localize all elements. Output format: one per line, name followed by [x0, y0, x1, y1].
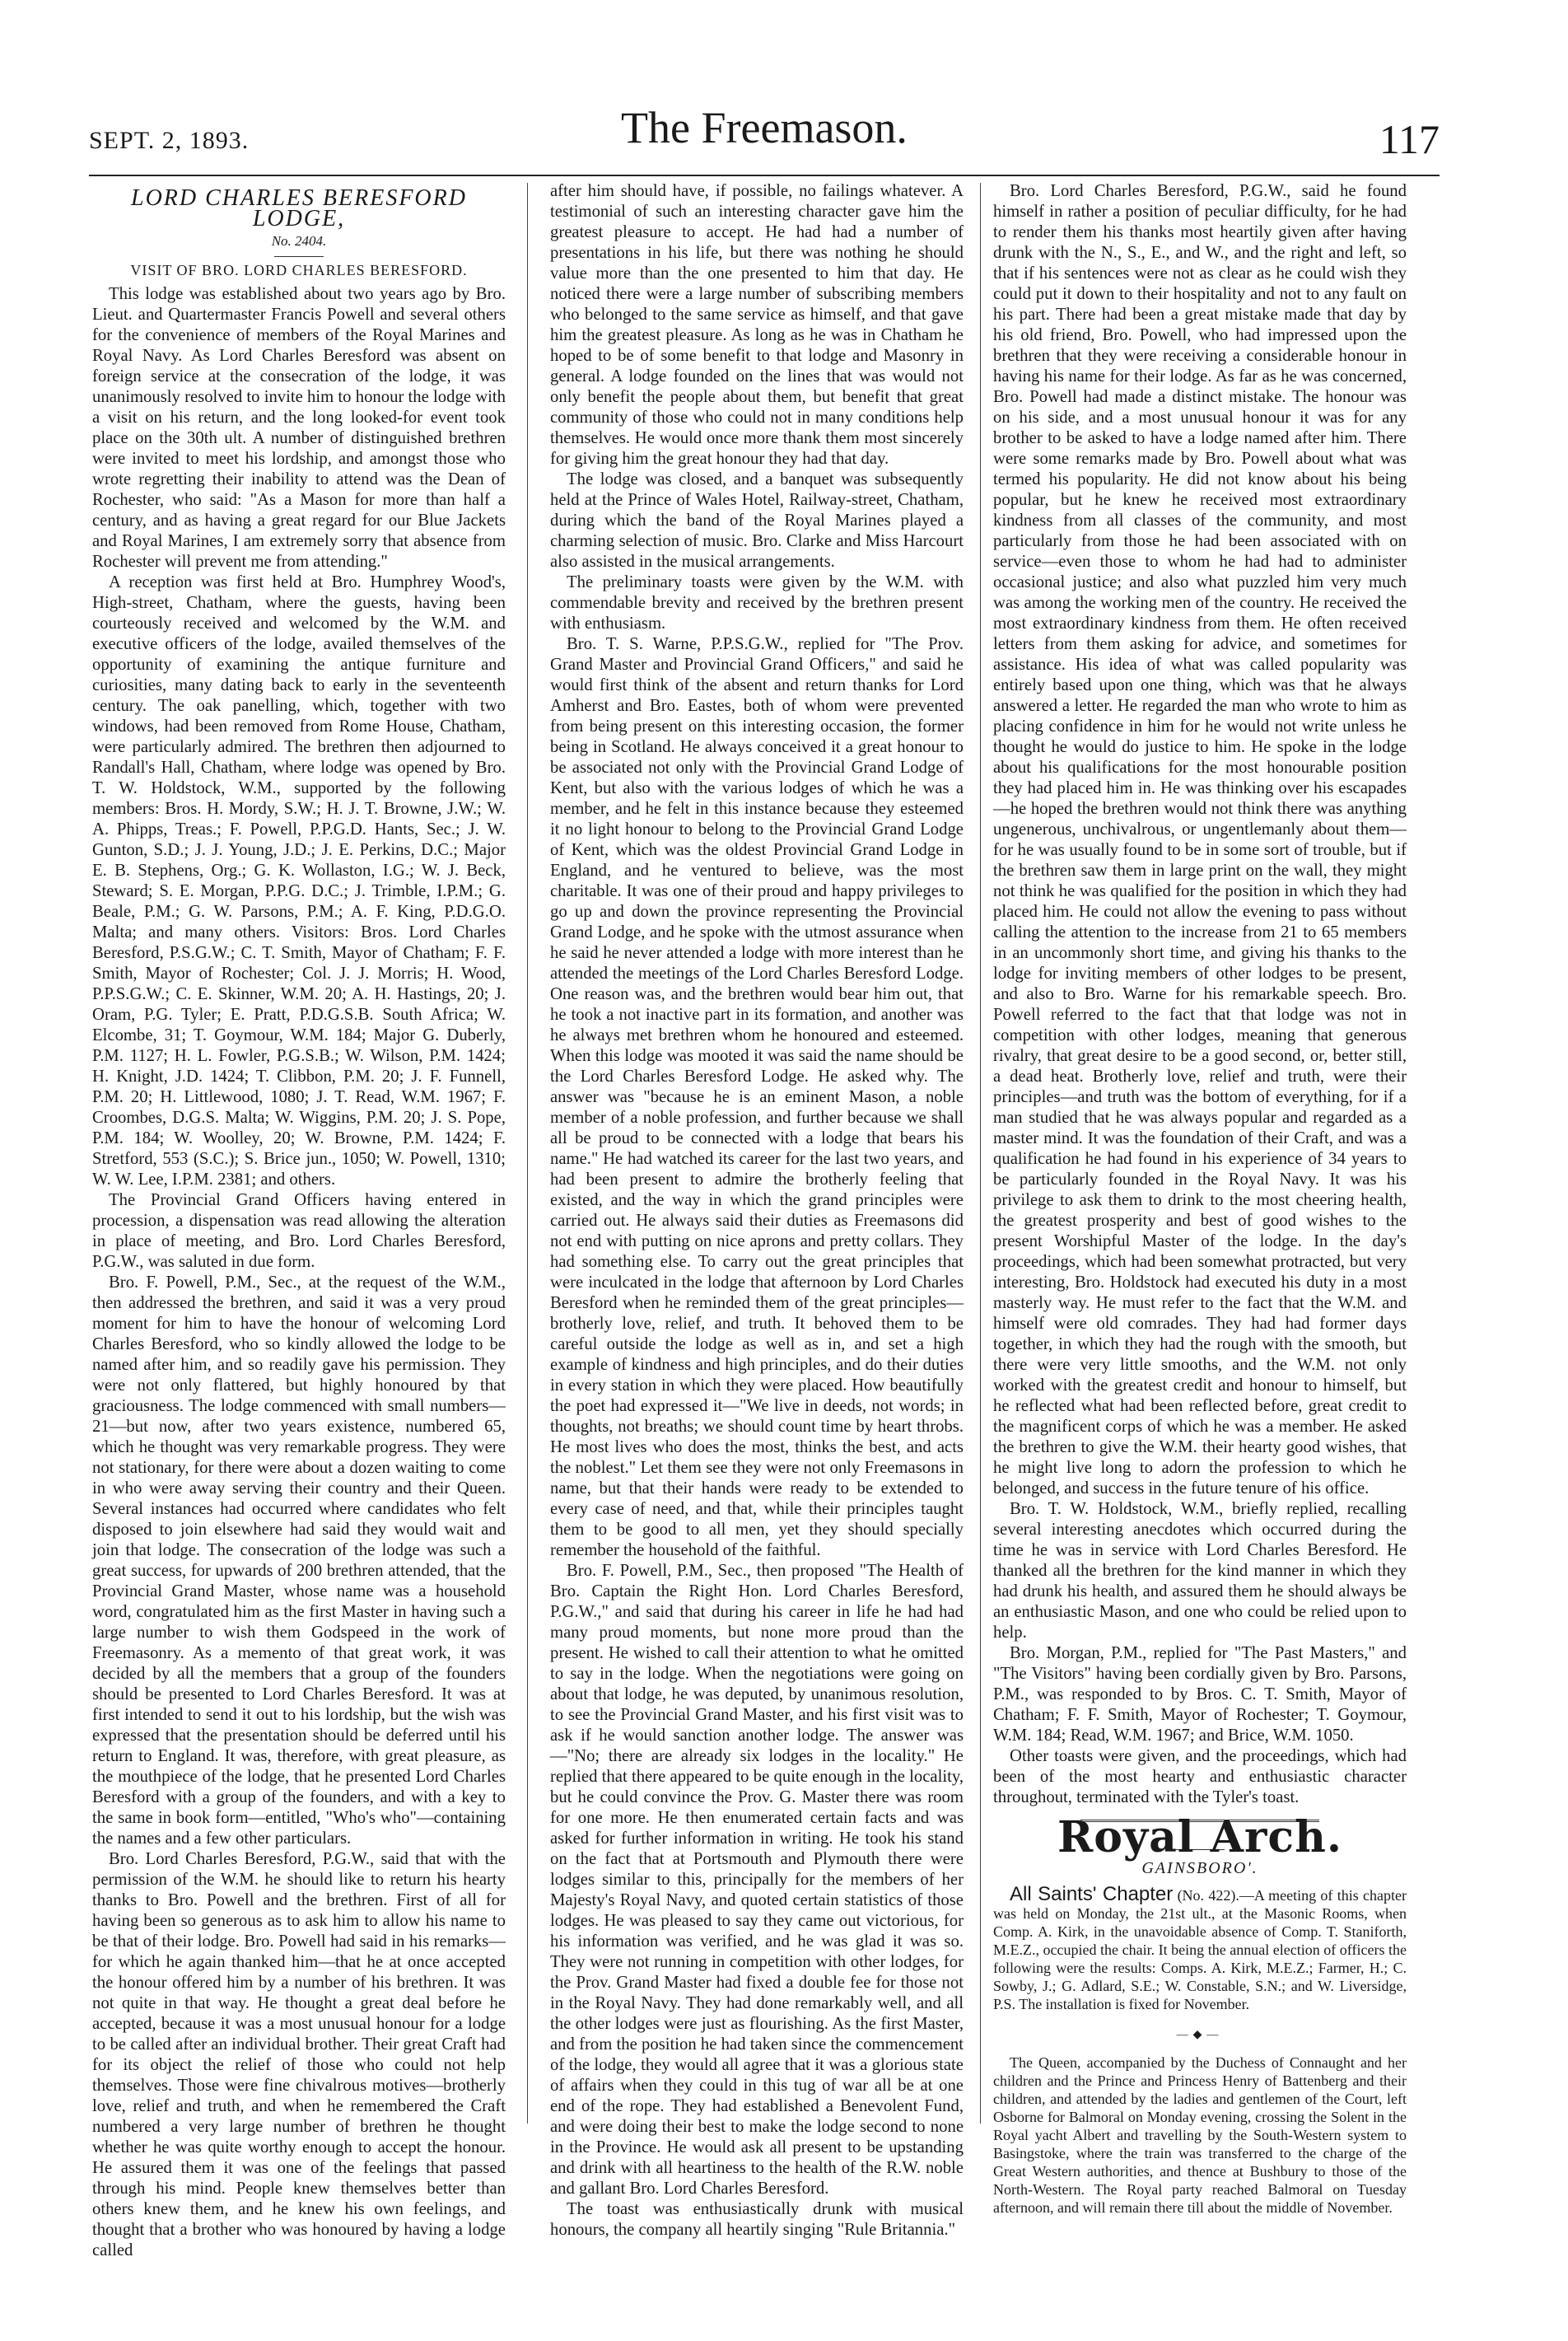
- issue-date: SEPT. 2, 1893.: [89, 127, 250, 154]
- article-paragraph: Bro. Lord Charles Beresford, P.G.W., said he found himself in rather a position of peculiar difficulty, for he had to render them his thanks most heartily given after having drunk with the N., S., E., and W., and the right and left, so that if his sentences were not as clear as he could wish they could put it down to their hospitality and not to any fault on his part. There had been a great mistake made that day by his old friend, Bro. Powell, who had impressed upon the brethren that they were receiving a considerable honour in having his name for their lodge. As far as he was concerned, Bro. Powell had made a distinct mistake. The honour was on his side, and a most unusual honour it was for any brother to be asked to have a lodge named after him. There were some remarks made by Bro. Powell about what was termed his popularity. He did not know about his being popular, but he knew he received most extraordinary kindness from all classes of the community, and most particularly from those he had been associated with on service—even those to whom he had had to administer occasional justice; and also what puzzled him very much was among the working men of the country. He received the most extraordinary kindness from them. He often received letters from them asking for advice, and sometimes for assistance. His idea of what was called popularity was entirely based upon one thing, which was that he always answered a letter. He regarded the man who wrote to him as placing confidence in him for he would not write unless he thought he would do justice to him. He spoke in the lodge about his qualifications for the most honourable position they had placed him in. He was thinking over his escapades—he hoped the brethren would not think there was anything ungenerous, unchivalrous, or ungentlemanly about them—for he was usually found to be in some sort of trouble, but if the brethren saw them in large print on the wall, they might not think he was qualified for the position in which they had placed him. He could not allow the evening to pass without calling the attention to the increase from 21 to 65 members in an uncommonly short time, and giving his thanks to the lodge for inviting members of other lodges to be present, and also to Bro. Warne for his remarkable speech. Bro. Powell referred to the fact that that lodge was not in competition with other lodges, meaning that generous rivalry, that great desire to be a good second, or, better still, a dead heat. Brotherly love, relief and truth, were their principles—and truth was the bottom of everything, for if a man studied that he was always popular and regarded as a master mind. It was the foundation of their Craft, and was a qualification he had found in his experience of 34 years to be particularly founded in the Royal Navy. It was his privilege to ask them to drink to the most cheering health, the greatest prosperity and best of good wishes to the present Worshipful Master of the lodge. In the day's proceedings, which had been somewhat protracted, but very interesting, Bro. Holdstock had executed his duty in a most masterly way. He must refer to the fact that the W.M. and himself were old comrades. They had had former days together, in which they had the rough with the smooth, but there were very little smooths, and the W.M. not only worked with the greatest credit and honour to himself, but he reflected what had been reflected before, great credit to the magnificent corps of which he was a member. He asked the brethren to give the W.M. their hearty good wishes, that he might live long to adorn the profession to which he belonged, and success in the future tenure of his office.: [993, 182, 1407, 1498]
- royal-arch-heading: Royal Arch.: [1057, 1812, 1342, 1862]
- article-paragraph: A reception was first held at Bro. Humphrey Wood's, High-street, Chatham, where the guests, having been courteously received and welcomed by the W.M. and executive officers of the lodge, availed themselves of the opportunity of examining the antique furniture and curiosities, many dating back to early in the seventeenth century. The oak panelling, which, together with two windows, had been removed from Rome House, Chatham, were particularly admired. The brethren then adjourned to Randall's Hall, Chatham, where lodge was opened by Bro. T. W. Holdstock, W.M., supported by the following members: Bros. H. Mordy, S.W.; H. J. T. Browne, J.W.; W. A. Phipps, Treas.; F. Powell, P.P.G.D. Hants, Sec.; J. W. Gunton, S.D.; J. J. Young, J.D.; J. E. Perkins, D.C.; Major E. B. Stephens, Org.; G. K. Wollaston, I.G.; W. J. Beck, Steward; S. E. Morgan, P.P.G. D.C.; J. Trimble, I.P.M.; G. Beale, P.M.; G. W. Parsons, P.M.; A. F. King, P.D.G.O. Malta; and many others. Visitors: Bros. Lord Charles Beresford, P.S.G.W.; C. T. Smith, Mayor of Chatham; F. F. Smith, Mayor of Rochester; Col. J. J. Morris; H. Wood, P.P.S.G.W.; C. E. Skinner, W.M. 20; A. H. Hastings, 20; J. Oram, P.G. Tyler; E. Pratt, P.D.G.S.B. South Africa; W. Elcombe, 31; T. Goymour, W.M. 184; Major G. Duberly, P.M. 1127; H. L. Fowler, P.G.S.B.; W. Wilson, P.M. 1424; H. Knight, J.D. 1424; T. Clibbon, P.M. 20; J. F. Funnell, P.M. 20; H. Littlewood, 1080; J. T. Read, W.M. 1967; F. Croombes, D.G.S. Malta; W. Wiggins, P.M. 20; J. S. Pope, P.M. 184; W. Woolley, 20; W. Browne, P.M. 1424; F. Stretford, 553 (S.C.); S. Brice jun., 1050; W. Powell, 1310; W. W. Lee, I.P.M. 2381; and others.: [92, 573, 506, 1189]
- column-divider: [527, 183, 528, 2124]
- article-paragraph: This lodge was established about two years ago by Bro. Lieut. and Quartermaster Francis Powell and several others for the convenience of members of the Royal Marines and Royal Navy. As Lord Charles Beresford was absent on foreign service at the consecration of the lodge, it was unanimously resolved to invite him to honour the lodge with a visit on his return, and the long looked-for event took place on the 30th ult. A number of distinguished brethren were invited to meet his lordship, and amongst those who wrote regretting their inability to attend was the Dean of Rochester, who said: "As a Mason for more than half a century, and as having a great regard for our Blue Jackets and Royal Marines, I am extremely sorry that absence from Rochester will prevent me from attending.": [92, 285, 506, 571]
- article-paragraph: The preliminary toasts were given by the W.M. with commendable brevity and received by the brethren present with enthusiasm.: [550, 573, 964, 633]
- column-divider: [980, 183, 981, 2124]
- column-1: [92, 181, 506, 2259]
- article-paragraph: Bro. Morgan, P.M., replied for "The Past Masters," and "The Visitors" having been cordially given by Bro. Parsons, P.M., was responded to by Bros. C. T. Smith, Mayor of Chatham; F. F. Smith, Mayor of Rochester; T. Goymour, W.M. 184; Read, W.M. 1967; and Brice, W.M. 1050.: [993, 1644, 1407, 1745]
- masthead: [89, 97, 1440, 166]
- ornament-divider: —◆—: [1176, 2029, 1224, 2041]
- chapter-text: (No. 422).—A meeting of this chapter was held on Monday, the 21st ult., at the Masonic Rooms, when Comp. A. Kirk, in the unavoidable absence of Comp. T. Staniforth, M.E.Z., occupied the chair. It being the annual election of officers the following were the results: Comps. A. Kirk, M.E.Z.; Farmer, H.; C. Sowby, J.; G. Adlard, S.E.; W. Constable, S.N.; and W. Liversidge, P.S. The installation is fixed for November.: [993, 1887, 1407, 2012]
- royal-arch-location: GAINSBORO'.: [1141, 1859, 1258, 1877]
- lodge-heading: LORD CHARLES BERESFORD LODGE,: [131, 185, 467, 231]
- lodge-subheading: VISIT OF BRO. LORD CHARLES BERESFORD.: [130, 262, 468, 278]
- article-paragraph: Bro. F. Powell, P.M., Sec., at the request of the W.M., then addressed the brethren, and said it was a very proud moment for him to have the honour of welcoming Lord Charles Beresford, who so kindly allowed the lodge to be named after him, and so readily gave his permission. They were not only flattered, but highly honoured by that graciousness. The lodge commenced with small numbers—21—but now, after two years existence, numbered 65, which he thought was very remarkable progress. They were not stationary, for there were about a dozen waiting to come in who were away serving their country and their Queen. Several instances had occurred where candidates who felt disposed to join elsewhere had said they would wait and join that lodge. The consecration of the lodge was such a great success, for upwards of 200 brethren attended, that the Provincial Grand Master, whose name was a household word, congratulated him as the first Master in having such a large number to wish them Godspeed in the work of Freemasonry. As a memento of that great work, it was decided by all the members that a group of the founders should be presented to Lord Charles Beresford. It was at first intended to send it out to his lordship, but the wish was expressed that the presentation should be deferred until his return to England. It was, therefore, with great pleasure, as the mouthpiece of the lodge, that he presented Lord Charles Beresford with a group of the founders, and with a key to the same in book form—entitled, "Who's who"—containing the names and a few other particulars.: [92, 1273, 506, 1848]
- article-paragraph: The Provincial Grand Officers having entered in procession, a dispensation was read allowing the alteration in place of meeting, and Bro. Lord Charles Beresford, P.G.W., was saluted in due form.: [92, 1191, 506, 1271]
- newspaper-title: The Freemason.: [621, 103, 908, 152]
- article-paragraph: The lodge was closed, and a banquet was subsequently held at the Prince of Wales Hotel, Railway-street, Chatham, during which the band of the Royal Marines played a charming selection of music. Bro. Clarke and Miss Harcourt also assisted in the musical arrangements.: [550, 470, 964, 571]
- chapter-report: [993, 1885, 1407, 2013]
- royal-note: The Queen, accompanied by the Duchess of Connaught and her children and the Prince and Princess Henry of Battenberg and their children, and attended by the ladies and gentlemen of the Court, left Osborne for Balmoral on Monday evening, crossing the Solent in the Royal yacht Albert and travelling by the South-Western system to Basingstoke, where the train was transferred to the charge of the Great Western authorities, and thence at Bushbury to those of the North-Western. The Royal party reached Balmoral on Tuesday afternoon, and will remain there till about the middle of November.: [993, 2054, 1407, 2216]
- column-2: [550, 181, 964, 2239]
- article-paragraph: Other toasts were given, and the proceedings, which had been of the most hearty and enthusiastic character throughout, terminated with the Tyler's toast.: [993, 1747, 1407, 1806]
- masthead-rule: [89, 175, 1440, 176]
- article-paragraph: Bro. T. W. Holdstock, W.M., briefly replied, recalling several interesting anecdotes which occurred during the time he was in service with Lord Charles Beresford. He thanked all the brethren for the kind manner in which they had drunk his health, and assured them he should always be an enthusiastic Mason, and one who could be relied upon to help.: [993, 1500, 1407, 1642]
- section-rule: [274, 256, 324, 257]
- column-3: [993, 181, 1407, 2216]
- article-paragraph: Bro. F. Powell, P.M., Sec., then proposed "The Health of Bro. Captain the Right Hon. Lord Charles Beresford, P.G.W.," and said that during his career in life he had had many proud moments, but none more proud than the present. He wished to call their attention to what he omitted to say in the lodge. When the negotiations were going on about that lodge, he was deputed, by unanimous resolution, to see the Provincial Grand Master, and his first visit was to ask if he would sanction another lodge. The answer was—"No; there are already six lodges in the locality." He replied that there appeared to be quite enough in the locality, but he could convince the Prov. G. Master there was room for one more. He then enumerated certain facts and was asked for further information in writing. He took his stand on the fact that at Portsmouth and Plymouth there were lodges similar to this, principally for the members of her Majesty's Royal Navy, and quoted certain statistics of those lodges. He was pleased to say they came out victorious, for his information was verified, and he was glad it was so. They were not running in competition with other lodges, for the Prov. Grand Master had fixed a double fee for those not in the Royal Navy. They had done remarkably well, and all the other lodges were just as flourishing. As the first Master, and from the position he had taken since the commencement of the lodge, they would all agree that it was a glorious state of affairs when they could in this tug of war all be at one end of the rope. They had established a Benevolent Fund, and were doing their best to make the lodge second to none in the Province. He would ask all present to be upstanding and drink with all heartiness to the health of the R.W. noble and gallant Bro. Lord Charles Beresford.: [550, 1562, 964, 2198]
- article-paragraph: after him should have, if possible, no failings whatever. A testimonial of such an interesting character gave him the greatest pleasure to accept. He had had a number of presentations in his life, but there was nothing he should value more than the one presented to him that day. He noticed there were a large number of subscribing members who belonged to the same service as himself, and that gave him the greatest pleasure. As long as he was in Chatham he hoped to be of some benefit to that lodge and Masonry in general. A lodge founded on the lines that was would not only benefit the people about them, but benefit that great community of those who could not in many conditions help themselves. He would once more thank them most sincerely for giving him the great honour they had that day.: [550, 182, 964, 468]
- article-paragraph: The toast was enthusiastically drunk with musical honours, the company all heartily singing "Rule Britannia.": [550, 2200, 964, 2239]
- lodge-number: No. 2404.: [271, 233, 327, 249]
- page-number: 117: [1379, 116, 1440, 162]
- chapter-name: All Saints' Chapter: [1010, 1883, 1174, 1905]
- article-paragraph: Bro. Lord Charles Beresford, P.G.W., said that with the permission of the W.M. he should like to return his hearty thanks to Bro. Powell and the brethren. First of all for having been so generous as to ask him to allow his name to be that of their lodge. Bro. Powell had said in his remarks—for which he again thanked him—that he at once accepted the honour offered him by a number of his brethren. It was not quite in that way. He thought a great deal before he accepted, because it was a most unusual honour for a lodge to be called after an individual brother. Their great Craft had for its object the relief of those who could not help themselves. Those were fine chivalrous motives—brotherly love, relief and truth, and when he remembered the Craft numbered a very large number of brethren he thought whether he was quite worthy enough to accept the honour. He assured them it was one of the feelings that passed through his mind. People knew themselves better than others knew them, and he knew his own feelings, and thought that a brother who was honoured by having a lodge called: [92, 1850, 506, 2259]
- article-paragraph: Bro. T. S. Warne, P.P.S.G.W., replied for "The Prov. Grand Master and Provincial Grand Officers," and said he would first think of the absent and return thanks for Lord Amherst and Bro. Eastes, both of whom were prevented from being present on this interesting occasion, the former being in Scotland. He always conceived it a great honour to be associated not only with the Provincial Grand Lodge of Kent, but also with the various lodges of which he was a member, and he felt in this instance because they esteemed it no light honour to belong to the Provincial Grand Lodge of Kent, which was the oldest Provincial Grand Lodge in England, and he ventured to believe, was the most charitable. It was one of their proud and happy privileges to go up and down the province representing the Provincial Grand Lodge, and he spoke with the utmost assurance when he said he never attended a lodge with more interest than he attended the meetings of the Lord Charles Beresford Lodge. One reason was, and the brethren would bear him out, that he took a not inactive part in its formation, and another was he always met brethren whom he honoured and esteemed. When this lodge was mooted it was said the name should be the Lord Charles Beresford Lodge. He asked why. The answer was "because he is an eminent Mason, a noble member of a noble profession, and further because we shall all be proud to be connected with a lodge that bears his name." He had watched its career for the last two years, and had been present to admire the brotherly feeling that existed, and the way in which the grand principles were carried out. He always said their duties as Freemasons did not end with putting on nice aprons and pretty collars. They had something else. To carry out the great principles that were inculcated in the lodge that afternoon by Lord Charles Beresford when he reminded them of the great principles—brotherly love, relief, and truth. It behoved them to be careful outside the lodge as well as in, and set a high example of kindness and high principles, and do their duties in every station in which they were placed. How beautifully the poet had expressed it—"We live in deeds, not words; in thoughts, not breaths; we should count time by heart throbs. He most lives who does the most, thinks the best, and acts the noblest." Let them see they were not only Freemasons in name, but that their hands were ready to be extended to every case of need, and that, while their principles taught them to be good to all men, yet they should specially remember the household of the faithful.: [550, 635, 964, 1559]
